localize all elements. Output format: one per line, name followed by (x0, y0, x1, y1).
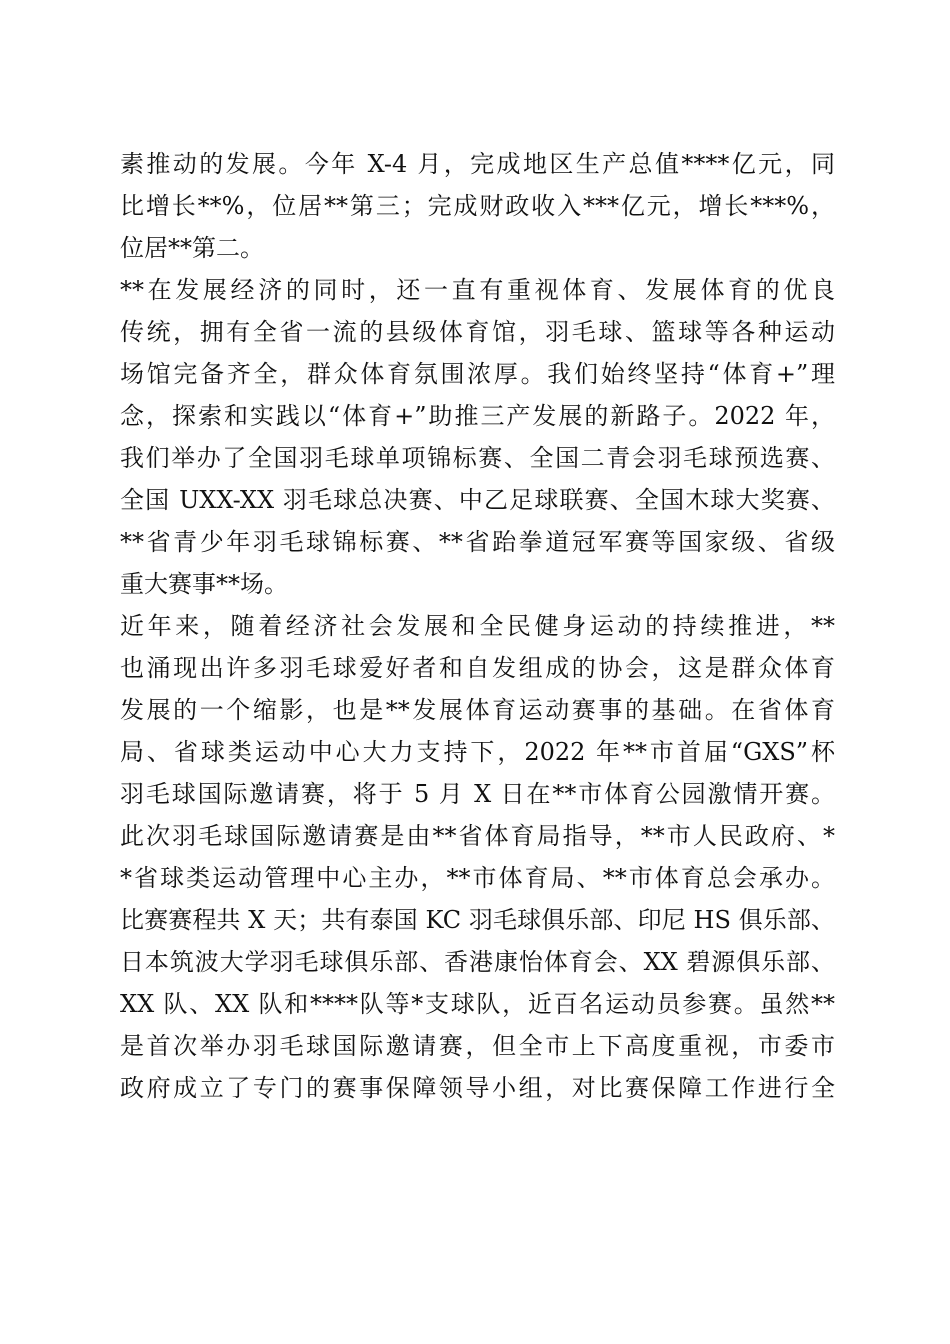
text-line: 念，探索和实践以“体育+”助推三产发展的新路子。2022 年， (120, 402, 835, 430)
text-line: 全国 UXX-XX 羽毛球总决赛、中乙足球联赛、全国木球大奖赛、 (120, 486, 835, 514)
text-line: 也涌现出许多羽毛球爱好者和自发组成的协会，这是群众体育 (120, 654, 835, 682)
text-line: 素推动的发展。今年 X-4 月，完成地区生产总值****亿元，同 (120, 150, 835, 178)
text-line: **在发展经济的同时，还一直有重视体育、发展体育的优良 (120, 276, 835, 304)
text-line: *省球类运动管理中心主办，**市体育局、**市体育总会承办。 (120, 864, 835, 892)
text-line: 是首次举办羽毛球国际邀请赛，但全市上下高度重视，市委市 (120, 1032, 835, 1060)
text-line: 重大赛事**场。 (120, 570, 288, 598)
text-line: 发展的一个缩影，也是**发展体育运动赛事的基础。在省体育 (120, 696, 835, 724)
text-line: 传统，拥有全省一流的县级体育馆，羽毛球、篮球等各种运动 (120, 318, 835, 346)
text-line: 局、省球类运动中心大力支持下，2022 年**市首届“GXS”杯 (120, 738, 835, 766)
body-text (120, 143, 835, 1109)
text-line: 比增长**%，位居**第三；完成财政收入***亿元，增长***%， (120, 192, 835, 220)
text-line: 近年来，随着经济社会发展和全民健身运动的持续推进，** (120, 612, 835, 640)
text-line: 政府成立了专门的赛事保障领导小组，对比赛保障工作进行全 (120, 1074, 835, 1102)
text-line: 位居**第二。 (120, 234, 264, 262)
text-line: **省青少年羽毛球锦标赛、**省跆拳道冠军赛等国家级、省级 (120, 528, 835, 556)
text-line: XX 队、XX 队和****队等*支球队，近百名运动员参赛。虽然** (120, 990, 835, 1018)
text-line: 场馆完备齐全，群众体育氛围浓厚。我们始终坚持“体育+”理 (120, 360, 835, 388)
text-line: 日本筑波大学羽毛球俱乐部、香港康怡体育会、XX 碧源俱乐部、 (120, 948, 835, 976)
text-line: 我们举办了全国羽毛球单项锦标赛、全国二青会羽毛球预选赛、 (120, 444, 835, 472)
text-line: 此次羽毛球国际邀请赛是由**省体育局指导，**市人民政府、* (120, 822, 835, 850)
text-line: 比赛赛程共 X 天；共有泰国 KC 羽毛球俱乐部、印尼 HS 俱乐部、 (120, 906, 835, 934)
text-line: 羽毛球国际邀请赛，将于 5 月 X 日在**市体育公园激情开赛。 (120, 780, 835, 808)
